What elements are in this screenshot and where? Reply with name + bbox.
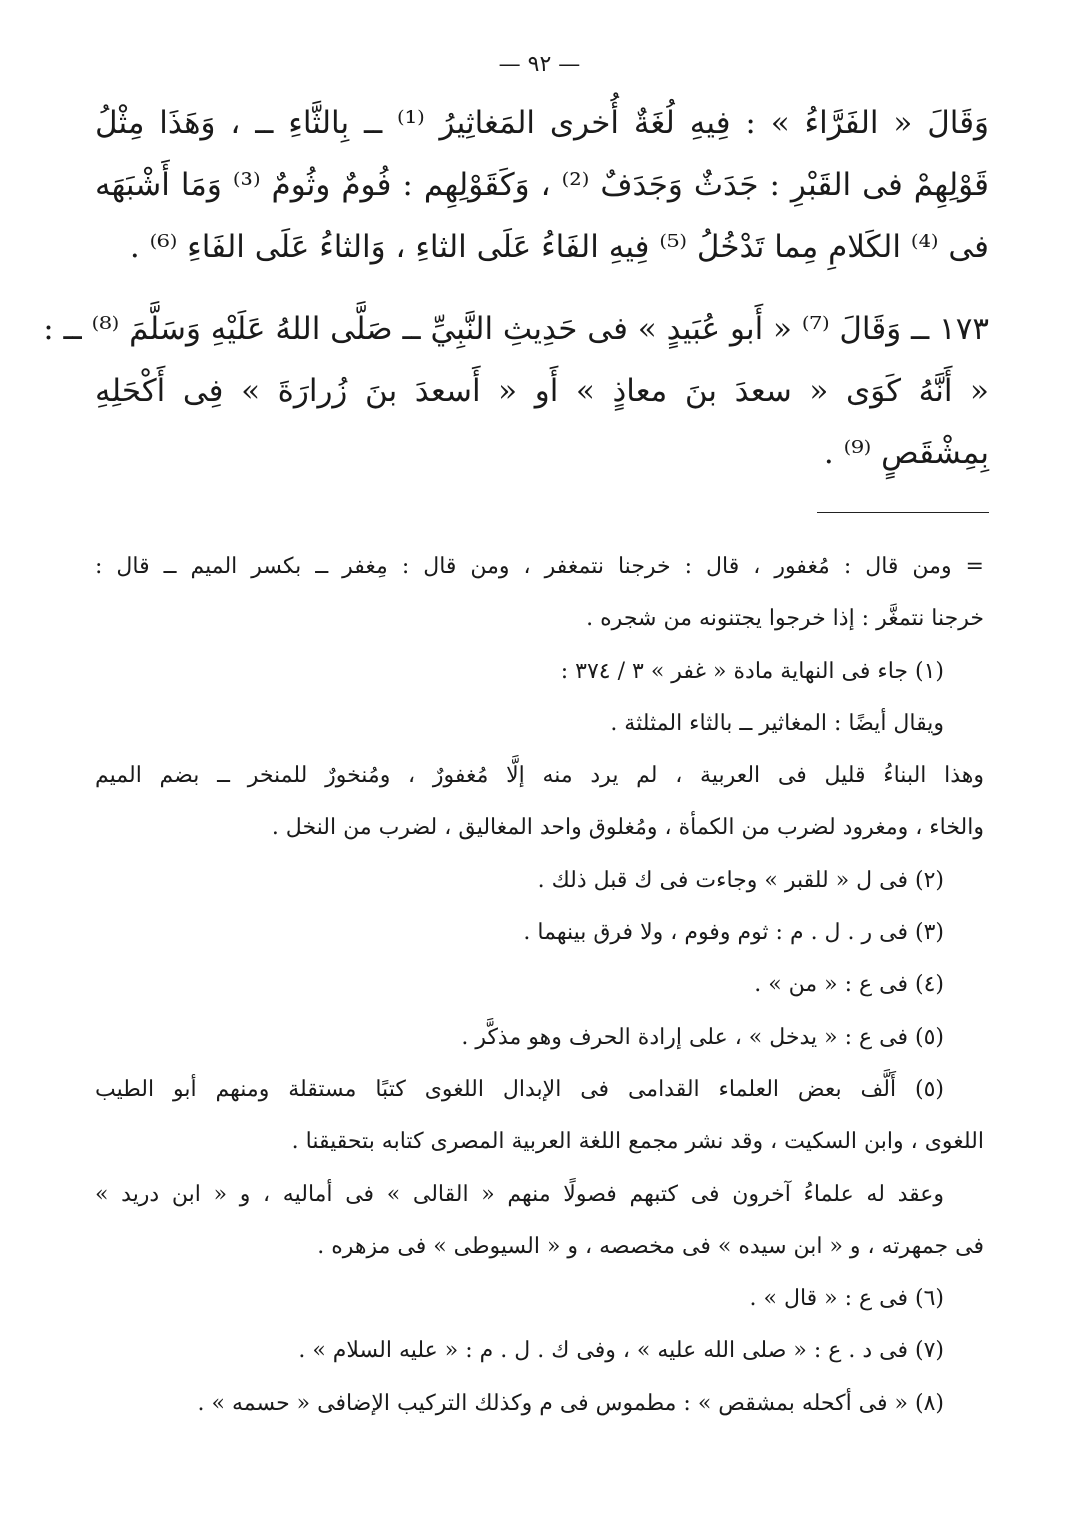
main-line: فى ⁽⁴⁾ الكَلامِ مِما تَدْخُلُ ⁽⁵⁾ فِيهِ الفَاءُ عَلَى الثاءِ ، وَالثاءُ عَلَى الفَاءِ ⁽⁶⁾ . <box>129 229 989 265</box>
footnote-line: اللغوى ، وابن السكيت ، وقد نشر مجمع اللغة العربية المصرى كتابه بتحقيقنا . <box>291 1129 984 1155</box>
footnote-line: (٥) أَلَّف بعض العلماء القدامى فى الإبدال اللغوى كتبًا مستقلة ومنهم أبو الطيب <box>95 1076 944 1102</box>
footnote-separator <box>817 512 989 513</box>
footnote-line: (٥) فى ع : « يدخل » ، على إرادة الحرف وهو مذكَّر . <box>461 1024 944 1050</box>
footnote-line: (٦) فى ع : « قال » . <box>749 1286 944 1312</box>
footnotes <box>95 541 984 1430</box>
main-line: « أَنَّهُ كَوَى « سعدَ بنَ معاذٍ » أَو « أَسعدَ بنَ زُرارَةَ » فِى أَكْحَلِهِ <box>95 373 989 409</box>
footnote-line: (٨) « فى أكحله بمشقص » : مطموس فى م وكذلك التركيب الإضافى « حسمه » . <box>197 1390 944 1416</box>
footnote-line: فى جمهرته ، و « ابن سيده » فى مخصصه ، و « السيوطى » فى مزهره . <box>317 1233 984 1259</box>
main-line: ١٧٣ ــ وَقَالَ ⁽⁷⁾ « أَبو عُبَيدٍ » فى حَدِيثِ النَّبِيِّ ــ صَلَّى اللهُ عَلَيْهِ وَسَلَّمَ ⁽⁸⁾ ــ : <box>43 311 989 347</box>
footnote-line: = ومن قال : مُغفور ، قال : خرجنا نتمغفر ، ومن قال : مِغفر ــ بكسر الميم ــ قال : <box>95 554 984 579</box>
footnote-line: (٣) فى ر . ل . م : ثوم وفوم ، ولا فرق بينهما . <box>523 920 944 946</box>
page-number: — ٩٢ — <box>498 52 581 77</box>
footnote-line: وعقد له علماءُ آخرون فى كتبهم فصولًا منهم « القالى » فى أماليه ، و « ابن دريد » <box>95 1181 944 1207</box>
footnote-line: (١) جاء فى النهاية مادة « غفر » ٣ / ٣٧٤ : <box>560 658 944 684</box>
main-line: قَوْلِهِمْ فى القَبْرِ : جَدَثٌ وَجَدَفٌ ⁽²⁾ ، وَكَقَوْلِهِم : فُومٌ وثُومٌ ⁽³⁾ وَمَا أَشْبَهَه <box>95 167 989 203</box>
main-line: بِمِشْقَصٍ ⁽⁹⁾ . <box>823 435 989 471</box>
main-line: وَقَالَ « الفَرَّاءُ » : فِيهِ لُغَةٌ أُخرى المَغاثِيرُ ⁽¹⁾ ــ بِالثَّاءِ ــ ، وَهَذَا مِثْلُ <box>95 105 989 141</box>
main-text <box>43 92 989 484</box>
footnote-line: (٤) فى ع : « من » . <box>754 972 944 998</box>
footnote-line: والخاء ، ومغرود لضرب من الكمأة ، ومُغلوق واحد المغاليق ، لضرب من النخل . <box>271 815 984 841</box>
footnote-line: ويقال أيضًا : المغاثير ــ بالثاء المثلثة . <box>610 710 944 736</box>
footnote-line: (٧) فى د . ع : « صلى الله عليه » ، وفى ك . ل . م : « عليه السلام » . <box>298 1338 944 1364</box>
footnote-line: (٢) فى ل « للقبر » وجاءت فى ك قبل ذلك . <box>537 867 944 893</box>
footnote-line: وهذا البناءُ قليل فى العربية ، لم يرد منه إلَّا مُغفورٌ ، ومُنخورٌ للمنخر ــ بضم الميم <box>95 763 984 789</box>
footnote-line: خرجنا نتمغَّر : إذا خرجوا يجتنونه من شجره . <box>586 606 984 632</box>
